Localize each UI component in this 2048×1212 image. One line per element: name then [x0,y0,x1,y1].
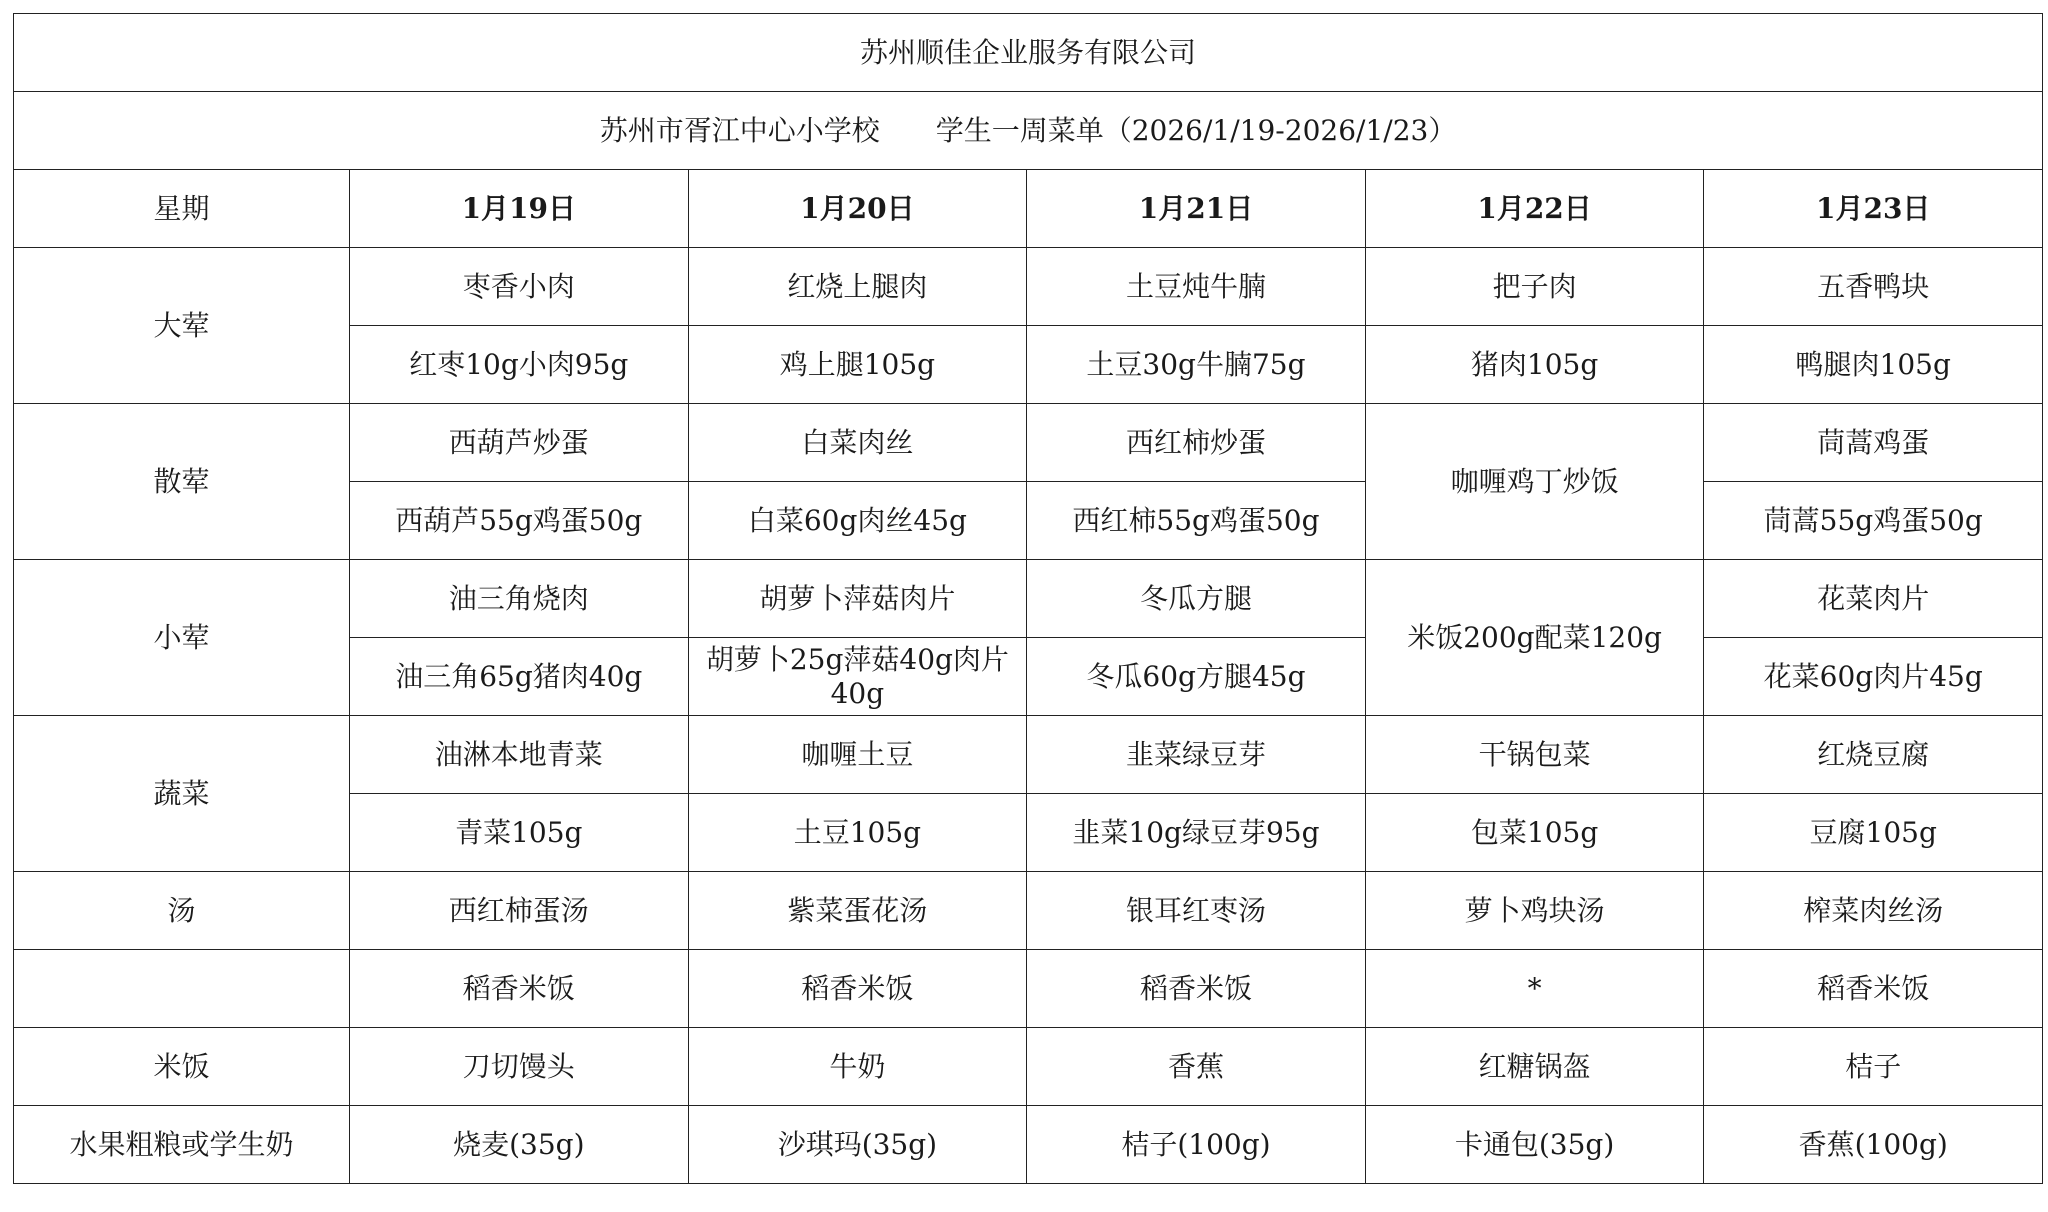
day-header: 1月22日 [1365,170,1704,248]
dish-name: 西红柿炒蛋 [1027,404,1366,482]
dish-name: 冬瓜方腿 [1027,560,1366,638]
dish-ingredients: 青菜105g [350,794,689,872]
dish-ingredients: 油三角65g猪肉40g [350,638,689,716]
rice-item: 稻香米饭 [1704,950,2043,1028]
dish-name: 干锅包菜 [1365,716,1704,794]
dish-ingredients: 土豆30g牛腩75g [1027,326,1366,404]
dish-name: 油淋本地青菜 [350,716,689,794]
dish-ingredients: 冬瓜60g方腿45g [1027,638,1366,716]
dish-name: 茼蒿鸡蛋 [1704,404,2043,482]
category-label: 大荤 [14,248,350,404]
dish-name: 咖喱土豆 [688,716,1027,794]
dish-ingredients: 豆腐105g [1704,794,2043,872]
soup-item: 西红柿蛋汤 [350,872,689,950]
staple-row [14,1028,2043,1106]
dahun-dish-row [14,248,2043,326]
rice-row [14,950,2043,1028]
fruit-item: 沙琪玛(35g) [688,1106,1027,1184]
dish-ingredients: 花菜60g肉片45g [1704,638,2043,716]
company-name: 苏州顺佳企业服务有限公司 [14,14,2043,92]
dish-ingredients: 西红柿55g鸡蛋50g [1027,482,1366,560]
soup-item: 萝卜鸡块汤 [1365,872,1704,950]
day-header: 1月21日 [1027,170,1366,248]
dish-ingredients: 韭菜10g绿豆芽95g [1027,794,1366,872]
rice-item: 稻香米饭 [350,950,689,1028]
rice-item: * [1365,950,1704,1028]
rice-item: 稻香米饭 [688,950,1027,1028]
staple-item: 香蕉 [1027,1028,1366,1106]
dish-name: 把子肉 [1365,248,1704,326]
dish-ingredients: 鸡上腿105g [688,326,1027,404]
dish-name: 咖喱鸡丁炒饭 [1365,404,1704,560]
soup-item: 紫菜蛋花汤 [688,872,1027,950]
weekday-label: 星期 [14,170,350,248]
dish-name: 花菜肉片 [1704,560,2043,638]
dish-ingredients: 猪肉105g [1365,326,1704,404]
menu-title: 苏州市胥江中心小学校 学生一周菜单（2026/1/19-2026/1/23） [14,92,2043,170]
dish-name: 红烧上腿肉 [688,248,1027,326]
dish-ingredients: 鸭腿肉105g [1704,326,2043,404]
weekly-menu-table [13,13,2043,1184]
xiaohun-dish-row [14,560,2043,638]
day-header: 1月20日 [688,170,1027,248]
category-label: 水果粗粮或学生奶 [14,1106,350,1184]
category-label: 小荤 [14,560,350,716]
soup-row [14,872,2043,950]
dish-ingredients: 红枣10g小肉95g [350,326,689,404]
category-label [14,950,350,1028]
staple-item: 牛奶 [688,1028,1027,1106]
staple-item: 红糖锅盔 [1365,1028,1704,1106]
fruit-row [14,1106,2043,1184]
category-label: 散荤 [14,404,350,560]
soup-item: 榨菜肉丝汤 [1704,872,2043,950]
subtitle-row [14,92,2043,170]
header-row [14,170,2043,248]
fruit-item: 烧麦(35g) [350,1106,689,1184]
rice-item: 稻香米饭 [1027,950,1366,1028]
dish-name: 油三角烧肉 [350,560,689,638]
dish-ingredients: 白菜60g肉丝45g [688,482,1027,560]
dish-name: 胡萝卜萍菇肉片 [688,560,1027,638]
category-label: 蔬菜 [14,716,350,872]
dish-name: 白菜肉丝 [688,404,1027,482]
dish-ingredients: 土豆105g [688,794,1027,872]
dish-name: 红烧豆腐 [1704,716,2043,794]
day-header: 1月19日 [350,170,689,248]
dish-name: 五香鸭块 [1704,248,2043,326]
dish-ingredients: 胡萝卜25g萍菇40g肉片40g [688,638,1027,716]
staple-item: 刀切馒头 [350,1028,689,1106]
dish-name: 韭菜绿豆芽 [1027,716,1366,794]
category-label: 米饭 [14,1028,350,1106]
company-row [14,14,2043,92]
dish-ingredients: 包菜105g [1365,794,1704,872]
soup-item: 银耳红枣汤 [1027,872,1366,950]
category-label: 汤 [14,872,350,950]
staple-item: 桔子 [1704,1028,2043,1106]
sanhun-dish-row [14,404,2043,482]
dish-ingredients: 茼蒿55g鸡蛋50g [1704,482,2043,560]
dish-ingredients: 西葫芦55g鸡蛋50g [350,482,689,560]
dish-name: 西葫芦炒蛋 [350,404,689,482]
fruit-item: 卡通包(35g) [1365,1106,1704,1184]
fruit-item: 香蕉(100g) [1704,1106,2043,1184]
dish-name: 枣香小肉 [350,248,689,326]
dish-name: 米饭200g配菜120g [1365,560,1704,716]
shucai-dish-row [14,716,2043,794]
fruit-item: 桔子(100g) [1027,1106,1366,1184]
day-header: 1月23日 [1704,170,2043,248]
dish-name: 土豆炖牛腩 [1027,248,1366,326]
